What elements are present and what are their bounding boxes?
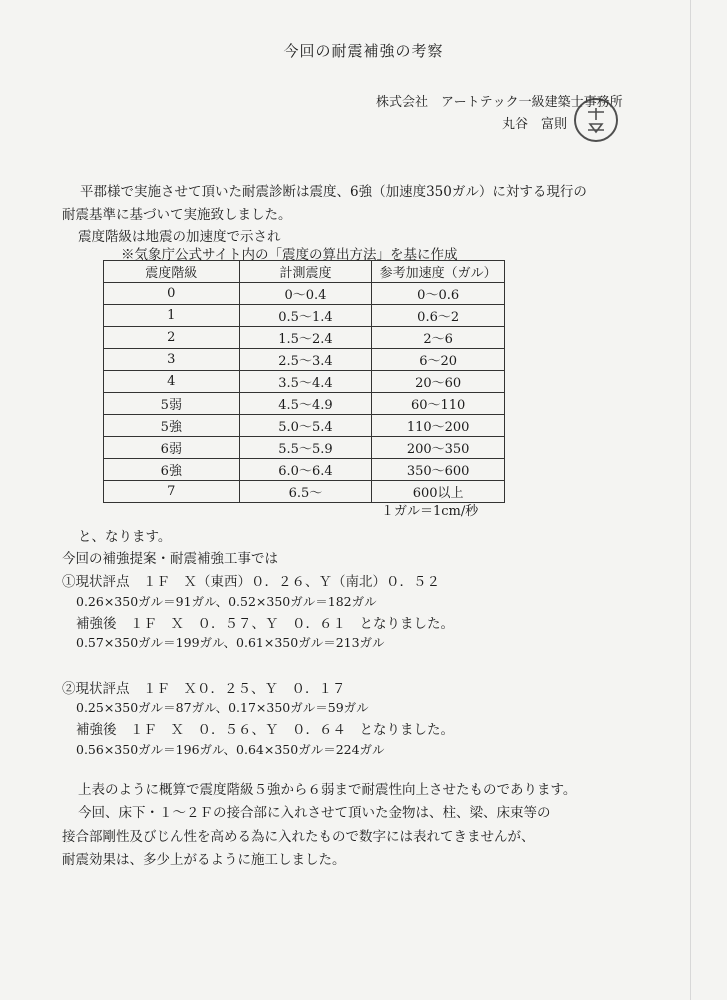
case1-current-calc: 0.26×350ガル＝91ガル、0.52×350ガル＝182ガル xyxy=(76,594,377,609)
cell-intensity-class: 3 xyxy=(104,349,240,371)
cell-acceleration: 2～6 xyxy=(372,327,505,349)
cell-intensity-class: 7 xyxy=(104,481,240,503)
case2-current-calc: 0.25×350ガル＝87ガル、0.17×350ガル＝59ガル xyxy=(76,700,369,715)
cell-acceleration: 20～60 xyxy=(372,371,505,393)
cell-measured-intensity: 4.5～4.9 xyxy=(239,393,372,415)
cell-acceleration: 0.6～2 xyxy=(372,305,505,327)
header-intensity-class: 震度階級 xyxy=(104,261,240,283)
document-title: 今回の耐震補強の考察 xyxy=(283,42,444,60)
cell-intensity-class: 5強 xyxy=(104,415,240,437)
company-name: 株式会社 アートテック一級建築士事務所 xyxy=(376,95,623,110)
cell-intensity-class: 5弱 xyxy=(104,393,240,415)
cell-measured-intensity: 1.5～2.4 xyxy=(239,327,372,349)
table-header-row xyxy=(104,261,505,283)
table-row xyxy=(104,371,505,393)
conclusion-line-1: 上表のように概算で震度階級５強から６弱まで耐震性向上させたものであります。 xyxy=(78,782,577,798)
header-measured-intensity: 計測震度 xyxy=(239,261,372,283)
table-source-note: ※気象庁公式サイト内の「震度の算出方法」を基に作成 xyxy=(121,247,458,263)
cell-acceleration: 60～110 xyxy=(372,393,505,415)
table-row xyxy=(104,415,505,437)
case2-current-score: ②現状評点 １Ｆ Ｘ０．２５、Ｙ ０．１７ xyxy=(62,681,346,697)
table-row xyxy=(104,305,505,327)
intro-line-3: 震度階級は地震の加速度で示され xyxy=(78,229,281,245)
cell-intensity-class: 1 xyxy=(104,305,240,327)
case1-after-score: 補強後 １Ｆ Ｘ ０．５７、Ｙ ０．６１ となりました。 xyxy=(76,616,454,632)
table-row xyxy=(104,437,505,459)
cell-measured-intensity: 6.0～6.4 xyxy=(239,459,372,481)
table-row xyxy=(104,327,505,349)
author-name: 丸谷 富則 xyxy=(502,117,568,132)
cell-acceleration: 6～20 xyxy=(372,349,505,371)
cell-measured-intensity: 5.0～5.4 xyxy=(239,415,372,437)
table-row xyxy=(104,393,505,415)
cell-acceleration: 600以上 xyxy=(372,481,505,503)
conclusion-line-4: 耐震効果は、多少上がるように施工しました。 xyxy=(62,852,346,868)
conclusion-line-2: 今回、床下・１～２Ｆの接合部に入れさせて頂いた金物は、柱、梁、床束等の xyxy=(78,805,551,821)
cell-acceleration: 200～350 xyxy=(372,437,505,459)
table-row xyxy=(104,349,505,371)
cell-acceleration: 0～0.6 xyxy=(372,283,505,305)
case2-after-score: 補強後 １Ｆ Ｘ ０．５６、Ｙ ０．６４ となりました。 xyxy=(76,722,454,738)
cell-measured-intensity: 2.5～3.4 xyxy=(239,349,372,371)
cell-measured-intensity: 3.5～4.4 xyxy=(239,371,372,393)
case2-after-calc: 0.56×350ガル＝196ガル、0.64×350ガル＝224ガル xyxy=(76,742,385,757)
table-row xyxy=(104,459,505,481)
table-row xyxy=(104,283,505,305)
case1-after-calc: 0.57×350ガル＝199ガル、0.61×350ガル＝213ガル xyxy=(76,635,385,650)
proposal-heading: 今回の補強提案・耐震補強工事では xyxy=(62,551,278,567)
cell-measured-intensity: 6.5～ xyxy=(239,481,372,503)
cell-intensity-class: 6強 xyxy=(104,459,240,481)
intro-line-2: 耐震基準に基づいて実施致しました。 xyxy=(62,207,292,223)
hanko-seal-icon xyxy=(574,98,618,142)
header-reference-acceleration: 参考加速度（ガル） xyxy=(372,261,505,283)
intro-line-1: 平郡様で実施させて頂いた耐震診断は震度、6強（加速度350ガル）に対する現行の xyxy=(80,184,587,200)
cell-intensity-class: 0 xyxy=(104,283,240,305)
cell-intensity-class: 4 xyxy=(104,371,240,393)
cell-measured-intensity: 5.5～5.9 xyxy=(239,437,372,459)
cell-measured-intensity: 0～0.4 xyxy=(239,283,372,305)
case1-current-score: ①現状評点 １Ｆ Ｘ（東西）０．２６、Ｙ（南北）０．５２ xyxy=(62,574,440,590)
cell-acceleration: 350～600 xyxy=(372,459,505,481)
cell-intensity-class: 2 xyxy=(104,327,240,349)
seismic-intensity-table xyxy=(103,260,505,503)
unit-note: １ガル＝1cm/秒 xyxy=(381,504,479,519)
cell-acceleration: 110～200 xyxy=(372,415,505,437)
page-edge-line xyxy=(690,0,691,1000)
cell-measured-intensity: 0.5～1.4 xyxy=(239,305,372,327)
conclusion-line-3: 接合部剛性及びじん性を高める為に入れたもので数字には表れてきませんが、 xyxy=(62,829,535,845)
result-line: と、なります。 xyxy=(78,529,172,545)
cell-intensity-class: 6弱 xyxy=(104,437,240,459)
